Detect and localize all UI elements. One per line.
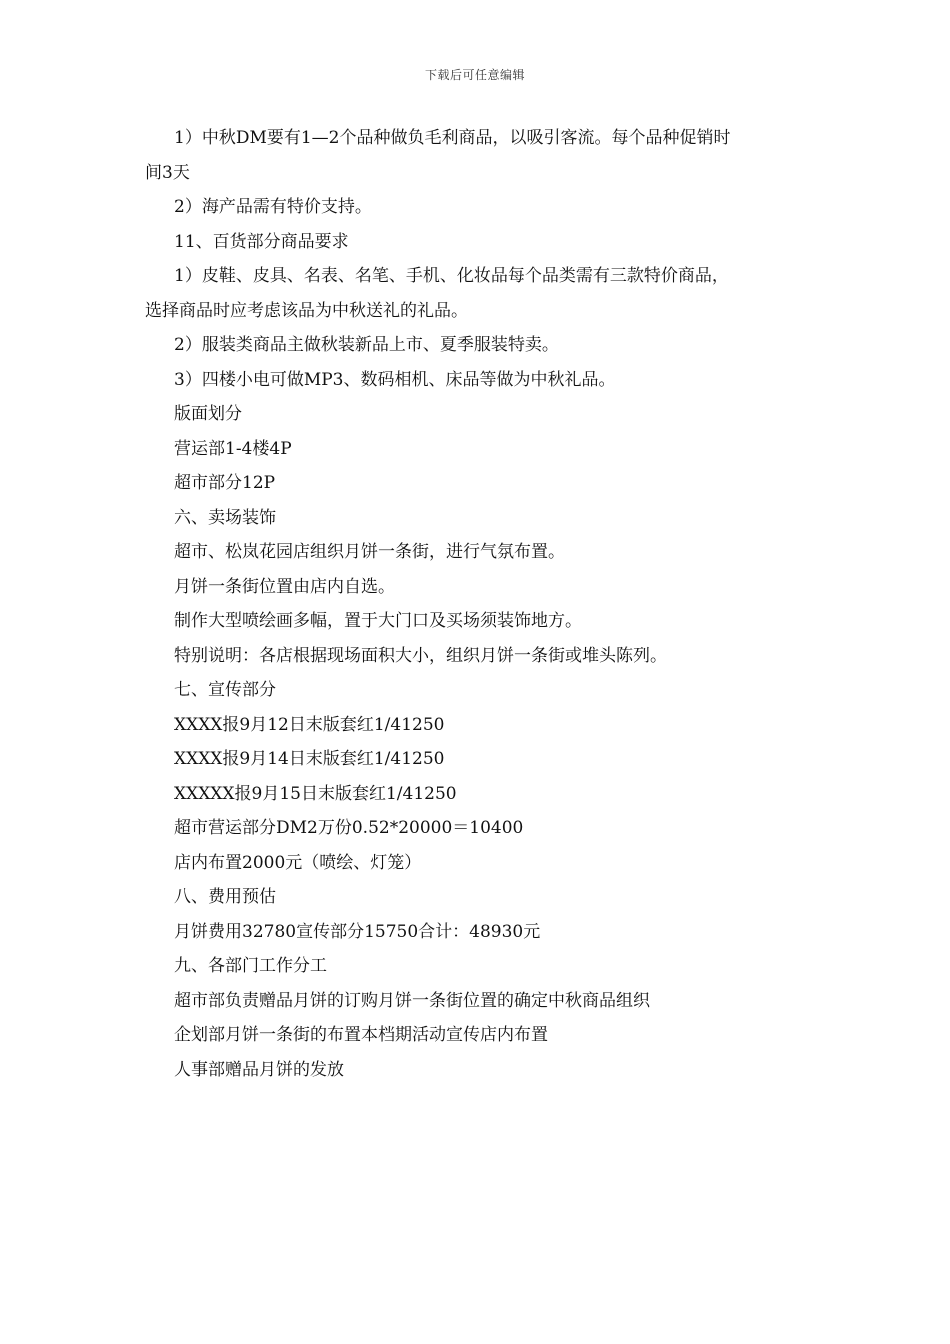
paragraph-line: 人事部赠品月饼的发放 xyxy=(174,1059,344,1080)
paragraph-line: 1）中秋DM要有1—2个品种做负毛利商品，以吸引客流。每个品种促销时 xyxy=(174,128,731,148)
section-heading: 八、费用预估 xyxy=(174,887,276,907)
paragraph-line: XXXX报9月12日末版套红1/41250 xyxy=(174,714,445,735)
paragraph-line-continuation: 间3天 xyxy=(145,162,190,183)
paragraph-line: 企划部月饼一条街的布置本档期活动宣传店内布置 xyxy=(174,1025,548,1045)
paragraph-line-continuation: 选择商品时应考虑该品为中秋送礼的礼品。 xyxy=(145,300,468,321)
paragraph-line: 超市、松岚花园店组织月饼一条街，进行气氛布置。 xyxy=(174,542,565,562)
paragraph-line: 月饼一条街位置由店内自选。 xyxy=(174,576,395,597)
paragraph-line: 3）四楼小电可做MP3、数码相机、床品等做为中秋礼品。 xyxy=(174,369,616,390)
paragraph-line: XXXXX报9月15日末版套红1/41250 xyxy=(174,783,457,804)
section-heading: 七、宣传部分 xyxy=(174,680,276,700)
paragraph-line: 特别说明：各店根据现场面积大小，组织月饼一条街或堆头陈列。 xyxy=(174,645,667,666)
paragraph-line: 2）服装类商品主做秋装新品上市、夏季服装特卖。 xyxy=(174,335,559,355)
paragraph-line: 超市营运部分DM2万份0.52*20000＝10400 xyxy=(174,818,524,838)
section-heading: 九、各部门工作分工 xyxy=(174,956,327,976)
paragraph-line: 2）海产品需有特价支持。 xyxy=(174,197,372,217)
paragraph-line: 超市部负责赠品月饼的订购月饼一条街位置的确定中秋商品组织 xyxy=(174,990,650,1011)
section-heading: 六、卖场装饰 xyxy=(174,507,276,528)
paragraph-line: 店内布置2000元（喷绘、灯笼） xyxy=(174,852,422,873)
page-header-note: 下载后可任意编辑 xyxy=(424,68,525,82)
document-body xyxy=(145,121,810,1087)
section-heading: 11、百货部分商品要求 xyxy=(174,231,349,252)
paragraph-line: 超市部分12P xyxy=(174,473,276,493)
paragraph-line: 月饼费用32780宣传部分15750合计：48930元 xyxy=(174,921,541,942)
paragraph-line: 1）皮鞋、皮具、名表、名笔、手机、化妆品每个品类需有三款特价商品， xyxy=(174,266,729,286)
paragraph-line: 营运部1-4楼4P xyxy=(174,438,292,459)
paragraph-line: XXXX报9月14日末版套红1/41250 xyxy=(174,749,445,769)
paragraph-line: 制作大型喷绘画多幅，置于大门口及买场须装饰地方。 xyxy=(174,611,582,631)
section-heading: 版面划分 xyxy=(174,404,242,424)
